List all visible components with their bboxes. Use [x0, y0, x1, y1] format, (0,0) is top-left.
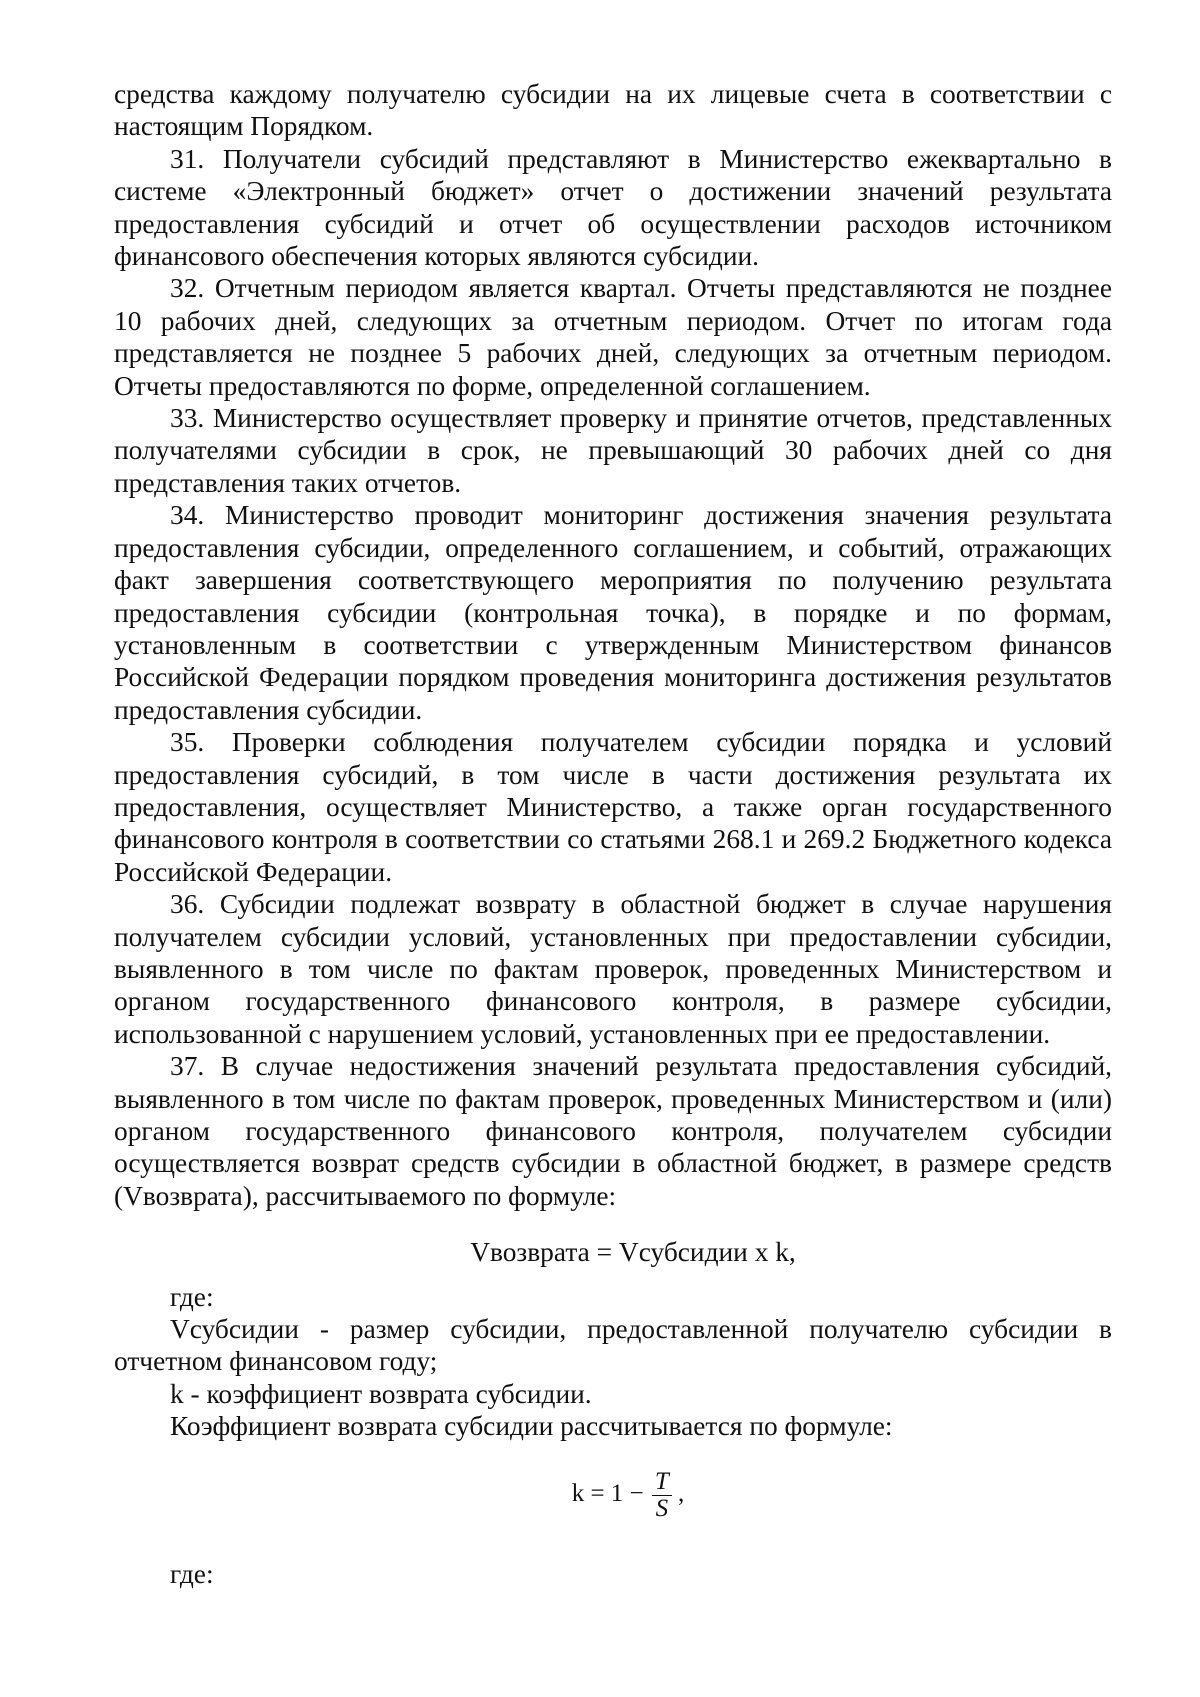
definition-v-subsidy: Vсубсидии - размер субсидии, предоставленной получателю субсидии в отчетном финансовом году;	[114, 1314, 1112, 1377]
paragraph-continuation: средства каждому получателю субсидии на их лицевые счета в соответствии с настоящим Порядком.	[114, 79, 1112, 142]
definition-k: k - коэффициент возврата субсидии.	[170, 1378, 592, 1409]
formula-return-amount: Vвозврата = Vсубсидии x k,	[470, 1237, 796, 1268]
formula-coefficient	[114, 1469, 1112, 1522]
document-page	[114, 78, 1112, 1590]
formula-coefficient-lhs: k = 1 −	[571, 1479, 644, 1507]
paragraph-36: 36. Субсидии подлежат возврату в областной бюджет в случае нарушения получателем субсидии условий, установленных при предоставлении субсидии, выявленного в том числе по фактам проверок, проведенных Министерством и органом государственного финансового контроля, в размере субсидии, использованной с нарушением условий, установленных при ее предоставлении.	[114, 889, 1112, 1049]
where-label: где:	[170, 1281, 214, 1312]
formula-fraction	[652, 1469, 672, 1522]
where-label-2: где:	[170, 1558, 214, 1589]
definition-k-formula-intro: Коэффициент возврата субсидии рассчитывается по формуле:	[170, 1411, 893, 1442]
paragraph-33: 33. Министерство осуществляет проверку и принятие отчетов, представленных получателями субсидии в срок, не превышающий 30 рабочих дней со дня представления таких отчетов.	[114, 403, 1112, 498]
formula-trail: ,	[678, 1479, 685, 1507]
fraction-denominator: S	[655, 1494, 669, 1522]
fraction-numerator: T	[652, 1469, 672, 1496]
paragraph-31: 31. Получатели субсидий представляют в Министерство ежеквартально в системе «Электронный бюджет» отчет о достижении значений результата предоставления субсидий и отчет об осуществлении расходов источником финансового обеспечения которых являются субсидии.	[114, 143, 1112, 272]
paragraph-32: 32. Отчетным периодом является квартал. Отчеты представляются не позднее 10 рабочих дней, следующих за отчетным периодом. Отчет по итогам года представляется не позднее 5 рабочих дней, следующих за отчетным периодом. Отчеты предоставляются по форме, определенной соглашением.	[114, 273, 1112, 401]
paragraph-37: 37. В случае недостижения значений результата предоставления субсидий, выявленного в том числе по фактам проверок, проведенных Министерством и (или) органом государственного финансового контроля, получателем субсидии осуществляется возврат средств субсидии в областной бюджет, в размере средств (Vвозврата), рассчитываемого по формуле:	[114, 1051, 1112, 1211]
paragraph-34: 34. Министерство проводит мониторинг достижения значения результата предоставления субсидии, определенного соглашением, и событий, отражающих факт завершения соответствующего мероприятия по получению результата предоставления субсидии (контрольная точка), в порядке и по формам, установленным в соответствии с утвержденным Министерством финансов Российской Федерации порядком проведения мониторинга достижения результатов предоставления субсидии.	[114, 500, 1112, 725]
paragraph-35: 35. Проверки соблюдения получателем субсидии порядка и условий предоставления субсидий, в том числе в части достижения результата их предоставления, осуществляет Министерство, а также орган государственного финансового контроля в соответствии со статьями 268.1 и 269.2 Бюджетного кодекса Российской Федерации.	[114, 727, 1112, 887]
